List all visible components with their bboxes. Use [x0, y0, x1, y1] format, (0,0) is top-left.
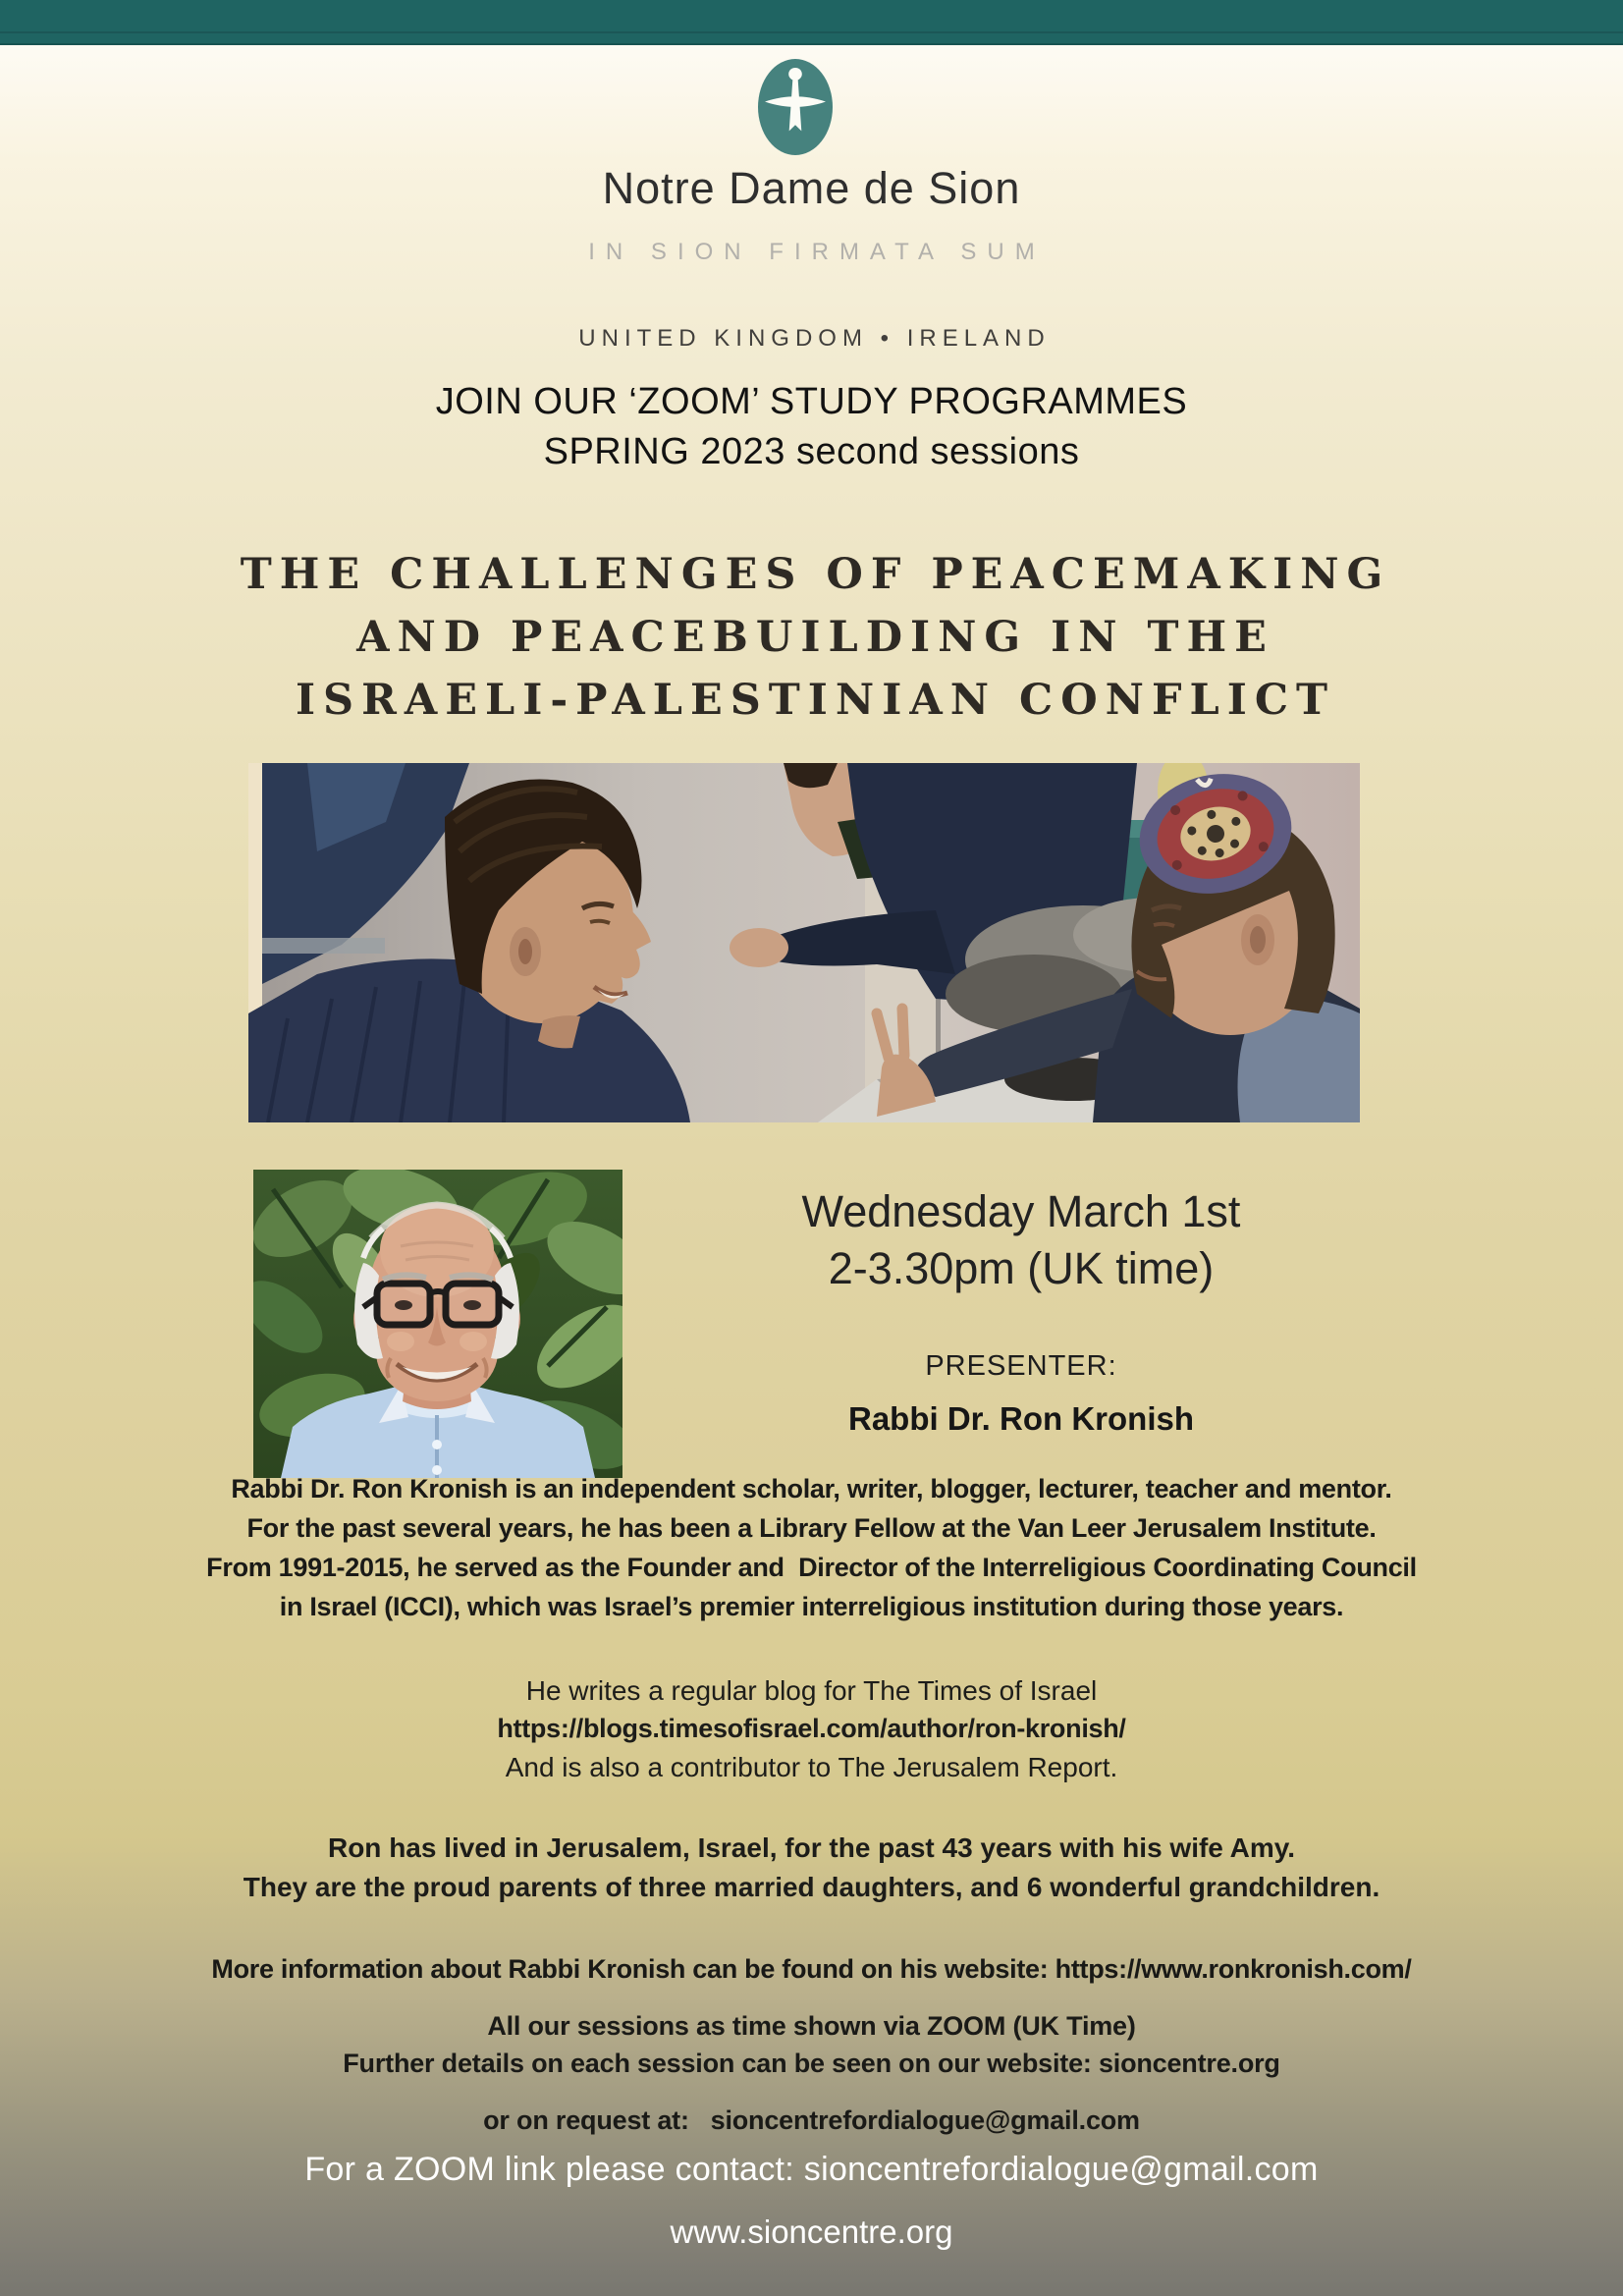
- presenter-label: PRESENTER:: [925, 1350, 1117, 1382]
- sessions-info: [0, 2007, 1623, 2139]
- blog-line-1: He writes a regular blog for The Times of Israel: [525, 1675, 1098, 1706]
- logo-cross-icon: [758, 59, 833, 155]
- dialogue-photo-image: [248, 763, 1360, 1122]
- top-bar-accent-line: [0, 31, 1623, 33]
- family-info: [0, 1829, 1623, 1907]
- dialogue-photo: [248, 763, 1360, 1122]
- event-title-line-1: THE CHALLENGES OF PEACEMAKING: [240, 550, 1391, 599]
- org-region: UNITED KINGDOM • IRELAND: [578, 325, 1051, 352]
- org-name: Notre Dame de Sion: [602, 163, 1021, 213]
- blog-url: https://blogs.timesofisrael.com/author/ron-kronish/: [497, 1714, 1126, 1743]
- event-title-line-2: AND PEACEBUILDING IN THE: [356, 613, 1274, 662]
- org-motto: IN SION FIRMATA SUM: [588, 239, 1046, 265]
- notre-dame-de-sion-logo: [758, 59, 833, 155]
- sessions-info-line-1: All our sessions as time shown via ZOOM (UK Time): [487, 2011, 1136, 2041]
- presenter-name: Rabbi Dr. Ron Kronish: [847, 1400, 1194, 1437]
- presenter-photo-image: [253, 1170, 622, 1478]
- intro-block: [0, 377, 1623, 477]
- presenter-photo: [253, 1170, 622, 1478]
- more-info: More information about Rabbi Kronish can be found on his website: https://www.ronkronish.com/: [211, 1954, 1412, 1984]
- intro-line-2: SPRING 2023 second sessions: [543, 431, 1080, 472]
- top-teal-bar: [0, 0, 1623, 45]
- bio-line-2: For the past several years, he has been a Library Fellow at the Van Leer Jerusalem Institute.: [246, 1513, 1377, 1543]
- blog-info: [0, 1671, 1623, 1786]
- event-title: [0, 543, 1623, 732]
- footer-contact: For a ZOOM link please contact: sioncentrefordialogue@gmail.com: [304, 2151, 1319, 2188]
- session-time: 2-3.30pm (UK time): [828, 1243, 1215, 1293]
- bio-line-3: From 1991-2015, he served as the Founder and Director of the Interreligious Coordinating Council: [206, 1553, 1417, 1582]
- blog-line-2: And is also a contributor to The Jerusalem Report.: [505, 1752, 1118, 1782]
- session-details: [609, 1183, 1434, 1438]
- sessions-info-line-3: or on request at: sioncentrefordialogue@gmail.com: [483, 2105, 1140, 2135]
- family-line-2: They are the proud parents of three married daughters, and 6 wonderful grandchildren.: [243, 1872, 1380, 1902]
- intro-line-1: JOIN OUR ‘ZOOM’ STUDY PROGRAMMES: [435, 381, 1188, 422]
- footer-website: www.sioncentre.org: [670, 2214, 953, 2250]
- family-line-1: Ron has lived in Jerusalem, Israel, for the past 43 years with his wife Amy.: [327, 1832, 1296, 1863]
- presenter-bio: [0, 1469, 1623, 1626]
- bio-line-1: Rabbi Dr. Ron Kronish is an independent scholar, writer, blogger, lecturer, teacher and mentor.: [231, 1474, 1392, 1503]
- bio-line-4: in Israel (ICCI), which was Israel’s premier interreligious institution during those years.: [279, 1592, 1344, 1621]
- session-date: Wednesday March 1st: [801, 1186, 1241, 1236]
- event-title-line-3: ISRAELI-PALESTINIAN CONFLICT: [295, 676, 1336, 725]
- sessions-info-line-2: Further details on each session can be seen on our website: sioncentre.org: [343, 2049, 1280, 2078]
